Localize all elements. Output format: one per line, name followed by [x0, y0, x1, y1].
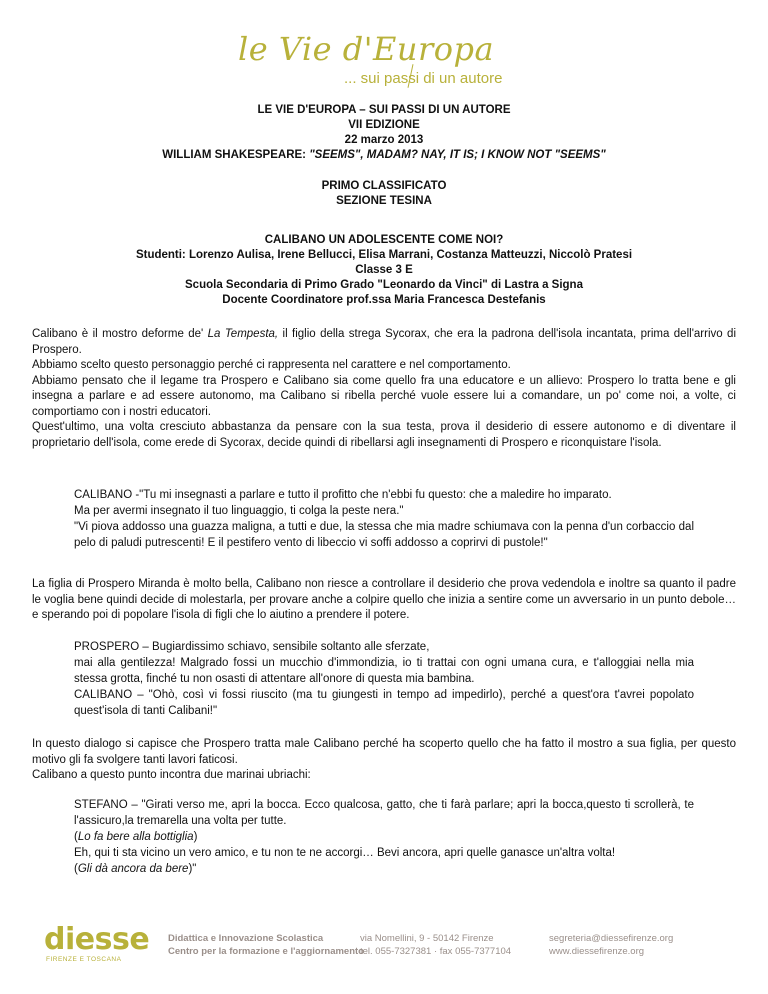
quote-line: mai alla gentilezza! Malgrado fossi un mucchio d'immondizia, io ti trattai con ogni umana cura, e t'alloggiai nella mia stessa grotta, finché tu non osasti di attentare all'onore di questa mia bambina. [74, 657, 694, 685]
logo-title: le Vie d'Europa [238, 30, 495, 68]
diesse-logo: diesse [44, 922, 150, 957]
paragraph [32, 327, 736, 358]
event-logo [0, 30, 768, 90]
quote-line: Eh, qui ti sta vicino un vero amico, e tu non te ne accorgi… Bevi ancora, apri quelle ganasce un'altra volta! [74, 847, 616, 859]
header-quote: "SEEMS", MADAM? NAY, IT IS; I KNOW NOT "SEEMS" [309, 149, 606, 161]
document-header [0, 103, 768, 163]
quote-line: "Vi piova addosso una guazza maligna, a tutti e due, la stessa che mia madre schiumava con la penna d'un corbaccio dal pelo di paludi putrescenti! E il pestifero vento di libeccio vi soffi addosso a coprirvi di pustole!" [74, 521, 694, 549]
page-footer [0, 922, 768, 972]
text-span: )" [188, 863, 197, 875]
footer-website[interactable]: www.diessefirenze.org [549, 946, 645, 957]
footer-address [360, 932, 511, 958]
italic-title: La Tempesta, [207, 328, 279, 340]
work-school: Scuola Secondaria di Primo Grado "Leonardo da Vinci" di Lastra a Signa [185, 279, 583, 291]
work-title: CALIBANO UN ADOLESCENTE COME NOI? [264, 234, 504, 246]
stage-direction-text: Lo fa bere alla bottiglia [77, 831, 194, 843]
work-students: Studenti: Lorenzo Aulisa, Irene Bellucci, Elisa Marrani, Costanza Matteuzzi, Niccolò Pratesi [135, 249, 633, 261]
footer-org-name: Didattica e Innovazione Scolastica [168, 933, 324, 944]
work-teacher: Docente Coordinatore prof.ssa Maria Francesca Destefanis [222, 294, 546, 306]
quote-prospero [74, 639, 694, 719]
award-rank: PRIMO CLASSIFICATO [321, 180, 447, 192]
work-class: Classe 3 E [355, 264, 413, 276]
paragraph-miranda: La figlia di Prospero Miranda è molto bella, Calibano non riesce a controllare il desiderio che prova vedendola e inoltre sa quanto il padre le voglia bene quindi decide di molestarla, per provare anche a colpire quello che inizia a sentire come un avversario in un punto debole… e sperando poi di popolare l'isola di figli che lo aiutino a prendere il potere. [32, 578, 736, 621]
text-span: Calibano è il mostro deforme de' [32, 328, 208, 340]
award-block [0, 179, 768, 209]
footer-org-desc: Centro per la formazione e l'aggiornamento [168, 946, 364, 957]
footer-email[interactable]: segreteria@diessefirenze.org [549, 933, 674, 944]
footer-org [168, 932, 364, 958]
footer-street: via Nomellini, 9 - 50142 Firenze [360, 933, 494, 944]
footer-contacts [549, 932, 673, 958]
award-section: SEZIONE TESINA [336, 195, 432, 207]
text-span: il figlio della strega Sycorax, che era la padrona dell'isola incantata, prima dell'arrivo di Prospero. [32, 328, 736, 356]
header-shakespeare [0, 148, 768, 163]
header-author: WILLIAM SHAKESPEARE: [162, 149, 310, 161]
paragraph: Calibano a questo punto incontra due marinai ubriachi: [32, 769, 311, 781]
quote-line: PROSPERO – Bugiardissimo schiavo, sensibile soltanto alle sferzate, [74, 641, 430, 653]
quote-calibano [74, 487, 694, 551]
header-line: LE VIE D'EUROPA – SUI PASSI DI UN AUTORE [257, 104, 511, 116]
paragraph: Quest'ultimo, una volta cresciuto abbastanza da pensare con la sua testa, prova il desiderio di essere autonomo e di diventare il proprietario dell'isola, come erede di Sycorax, decide quindi di ribellarsi agli insegnamenti di Prospero e riconquistare l'isola. [32, 421, 736, 449]
stage-direction-text: Gli dà ancora da bere [77, 863, 189, 875]
logo-subtitle: ... sui passi di un autore [344, 70, 503, 87]
paragraph: Abbiamo scelto questo personaggio perché ci rappresenta nel carattere e nel comportamento. [32, 359, 511, 371]
header-line: VII EDIZIONE [348, 119, 420, 131]
quote-line: CALIBANO -"Tu mi insegnasti a parlare e tutto il profitto che n'ebbi fu questo: che a maledire ho imparato. [74, 489, 612, 501]
quote-line: CALIBANO – "Ohò, così vi fossi riuscito (ma tu giungesti in tempo ad impedirlo), perché a quest'ora t'avrei popolato quest'isola di tanti Calibani!" [74, 689, 694, 717]
quote-line: Ma per avermi insegnato il tuo linguaggio, ti colga la peste nera." [74, 505, 404, 517]
paragraph: In questo dialogo si capisce che Prospero tratta male Calibano perché ha scoperto quello che ha fatto il mostro a sua figlia, per questo motivo gli fa svolgere tanti lavori faticosi. [32, 738, 736, 766]
paragraph-dialogue [32, 737, 736, 784]
diesse-logo-sub: FIRENZE E TOSCANA [46, 956, 122, 963]
header-line: 22 marzo 2013 [344, 134, 424, 146]
footer-phone: tel. 055-7327381 · fax 055-7377104 [360, 946, 512, 957]
stage-direction: (Lo fa bere alla bottiglia) [74, 831, 198, 843]
stage-direction: (Gli dà ancora da bere)" [74, 863, 197, 875]
work-info [0, 233, 768, 308]
quote-stefano [74, 797, 694, 877]
quote-line: STEFANO – "Girati verso me, apri la bocca. Ecco qualcosa, gatto, che ti farà parlare; apri la bocca,questo ti scrollerà, te l'assicuro,la tremarella una volta per tutte. [74, 799, 694, 827]
intro-text [32, 327, 736, 451]
paragraph: Abbiamo pensato che il legame tra Prospero e Calibano sia come quello fra una educatore e un allievo: Prospero lo tratta bene e gli insegna a parlare e ad essere autonomo, ma Calibano si ribella perché vuole essere lui a comandare, un po' come noi, a volte, ci comportiamo con i nostri educatori. [32, 374, 736, 418]
